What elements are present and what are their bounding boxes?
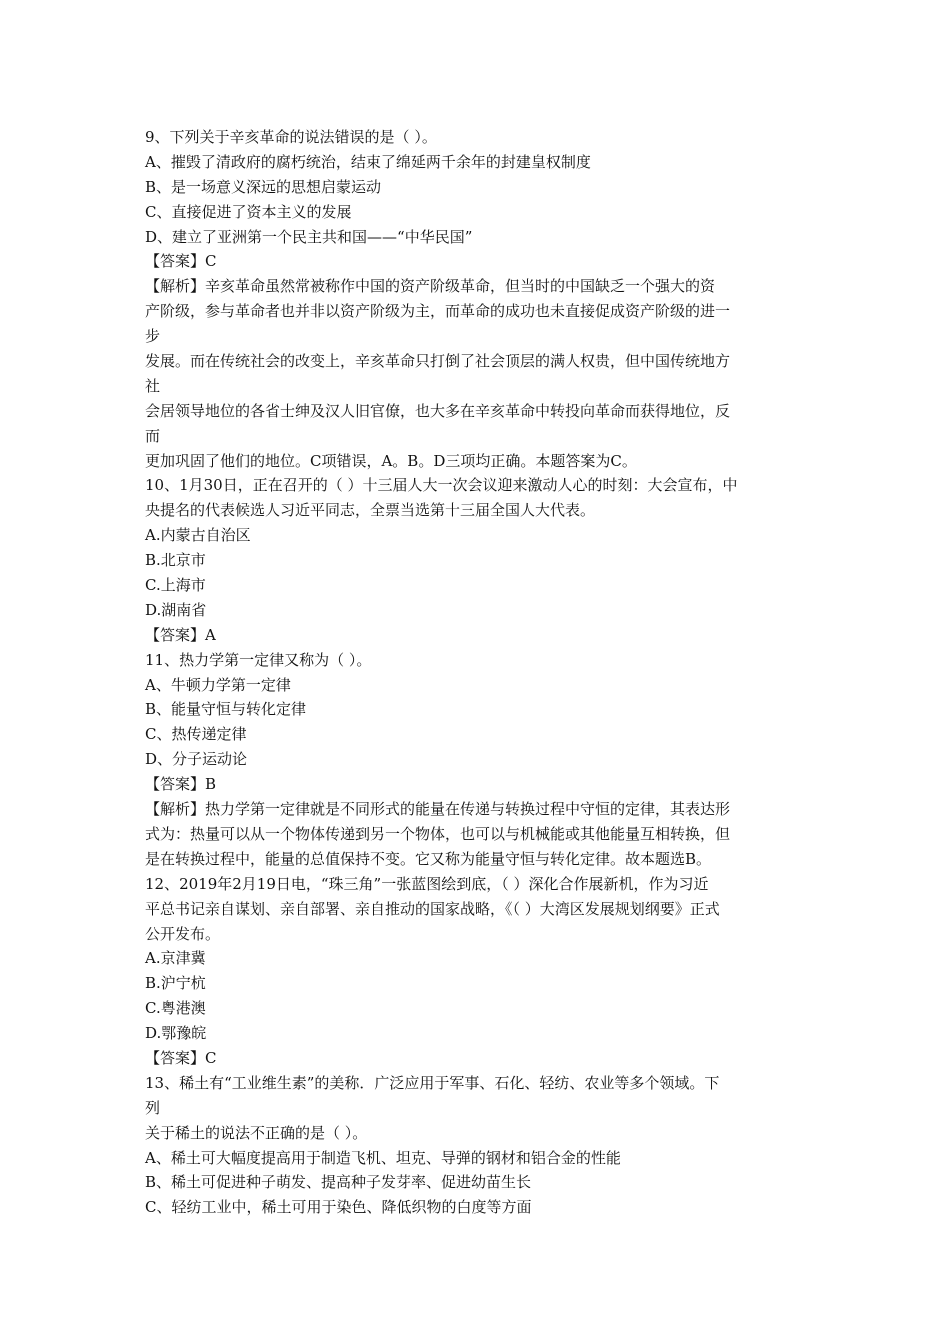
question-9-analysis-line: 产阶级，参与革命者也并非以资产阶级为主，而革命的成功也未直接促成资产阶级的进一 xyxy=(145,302,731,321)
question-13-option-b: B、稀土可促进种子萌发、提高种子发芽率、促进幼苗生长 xyxy=(145,1173,532,1192)
question-12-option-b: B.沪宁杭 xyxy=(145,974,206,993)
question-13-option-a: A、稀土可大幅度提高用于制造飞机、坦克、导弹的钢材和铝合金的性能 xyxy=(145,1148,621,1167)
question-10-answer: 【答案】A xyxy=(145,625,216,644)
question-12-stem: 12、2019年2月19日电，“珠三角”一张蓝图绘到底，（ ）深化合作展新机，作为习近 xyxy=(145,874,709,893)
question-13-stem: 列 xyxy=(145,1098,161,1117)
question-9-analysis-line: 而 xyxy=(145,426,161,445)
question-9-option-d: D、建立了亚洲第一个民主共和国——“中华民国” xyxy=(145,227,473,246)
question-12-option-d: D.鄂豫皖 xyxy=(145,1024,207,1043)
question-12-option-a: A.京津冀 xyxy=(145,949,206,968)
question-12-stem: 平总书记亲自谋划、亲自部署、亲自推动的国家战略，《（ ）大湾区发展规划纲要》正式 xyxy=(145,899,720,918)
question-11-analysis-line: 【解析】热力学第一定律就是不同形式的能量在传递与转换过程中守恒的定律，其表达形 xyxy=(145,800,731,819)
question-10-stem: 央提名的代表候选人习近平同志，全票当选第十三届全国人大代表。 xyxy=(145,501,596,520)
question-12-answer: 【答案】C xyxy=(145,1048,217,1067)
question-10-stem: 10、1月30日，正在召开的（ ）十三届人大一次会议迎来激动人心的时刻：大会宣布，中 xyxy=(145,476,738,495)
document-body xyxy=(145,125,810,1220)
question-11-analysis-line: 式为：热量可以从一个物体传递到另一个物体，也可以与机械能或其他能量互相转换，但 xyxy=(145,824,731,843)
question-9-option-a: A、摧毁了清政府的腐朽统治，结束了绵延两千余年的封建皇权制度 xyxy=(145,152,591,171)
question-9-answer: 【答案】C xyxy=(145,252,217,271)
question-13-option-c: C、轻纺工业中，稀土可用于染色、降低织物的白度等方面 xyxy=(145,1198,532,1217)
question-10-option-d: D.湖南省 xyxy=(145,600,207,619)
question-11-answer: 【答案】B xyxy=(145,775,217,794)
question-11-stem: 11、热力学第一定律又称为（ ）。 xyxy=(145,650,372,669)
question-12-stem: 公开发布。 xyxy=(145,924,221,943)
question-10-option-c: C.上海市 xyxy=(145,576,206,595)
question-10-option-a: A.内蒙古自治区 xyxy=(145,526,251,545)
question-11-option-b: B、能量守恒与转化定律 xyxy=(145,700,307,719)
question-11-option-c: C、热传递定律 xyxy=(145,725,247,744)
question-9-analysis-line: 社 xyxy=(145,376,161,395)
question-9-option-c: C、直接促进了资本主义的发展 xyxy=(145,202,352,221)
question-10-option-b: B.北京市 xyxy=(145,551,206,570)
question-9-analysis-line: 【解析】辛亥革命虽然常被称作中国的资产阶级革命，但当时的中国缺乏一个强大的资 xyxy=(145,277,716,296)
question-13-stem: 13、稀土有“工业维生素”的美称．广泛应用于军事、石化、轻纺、农业等多个领域。下 xyxy=(145,1073,720,1092)
question-9-analysis-line: 步 xyxy=(145,327,161,346)
question-12-option-c: C.粤港澳 xyxy=(145,999,206,1018)
question-11-option-d: D、分子运动论 xyxy=(145,750,248,769)
question-9-analysis-line: 会居领导地位的各省士绅及汉人旧官僚，也大多在辛亥革命中转投向革命而获得地位，反 xyxy=(145,401,731,420)
question-11-option-a: A、牛顿力学第一定律 xyxy=(145,675,291,694)
question-9-analysis-line: 更加巩固了他们的地位。C项错误，A。B。D三项均正确。本题答案为C。 xyxy=(145,451,637,470)
question-9-option-b: B、是一场意义深远的思想启蒙运动 xyxy=(145,177,382,196)
question-11-analysis-line: 是在转换过程中，能量的总值保持不变。它又称为能量守恒与转化定律。故本题选B。 xyxy=(145,849,712,868)
question-9-analysis-line: 发展。而在传统社会的改变上，辛亥革命只打倒了社会顶层的满人权贵，但中国传统地方 xyxy=(145,352,731,371)
question-9-stem: 9、下列关于辛亥革命的说法错误的是（ ）。 xyxy=(145,128,437,146)
question-13-stem: 关于稀土的说法不正确的是（ ）。 xyxy=(145,1123,368,1142)
